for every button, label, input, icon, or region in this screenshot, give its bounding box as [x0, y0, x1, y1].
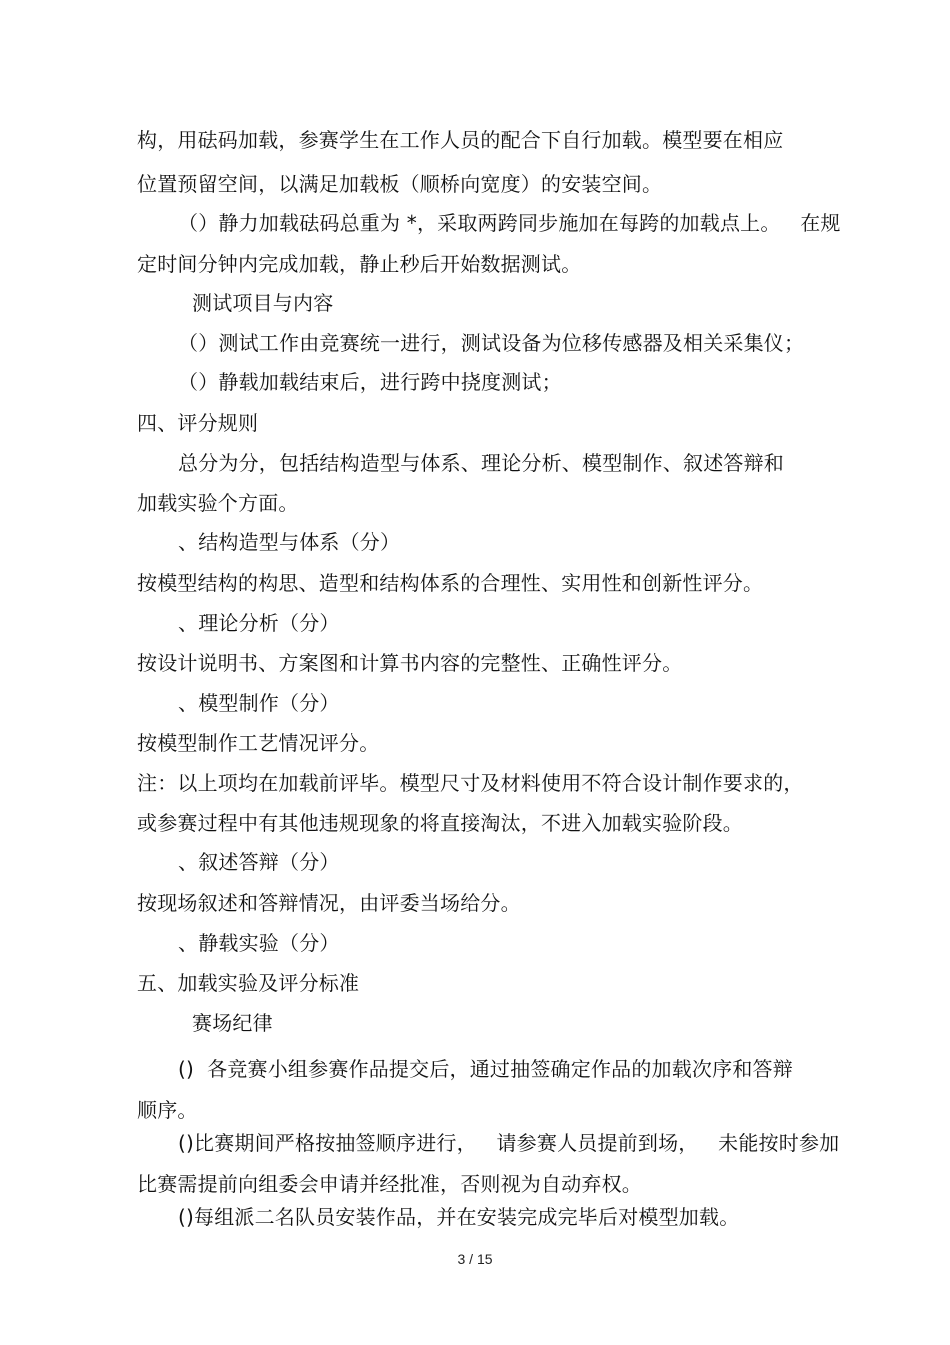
text-line: 按设计说明书、方案图和计算书内容的完整性、正确性评分。: [137, 651, 683, 675]
section-heading: 测试项目与内容: [192, 291, 334, 315]
text-line: ()每组派二名队员安装作品，并在安装完成完毕后对模型加载。: [178, 1205, 740, 1229]
text-line: 总分为分，包括结构造型与体系、理论分析、模型制作、叙述答辩和: [178, 451, 784, 475]
text-line: 定时间分钟内完成加载，静止秒后开始数据测试。: [137, 252, 582, 276]
text-line: 加载实验个方面。: [137, 491, 299, 515]
text-line: 按模型结构的构思、造型和结构体系的合理性、实用性和创新性评分。: [137, 571, 764, 595]
text-line: （）静载加载结束后，进行跨中挠度测试；: [178, 370, 562, 394]
text-line: 构，用砝码加载，参赛学生在工作人员的配合下自行加载。模型要在相应: [137, 128, 784, 152]
note-line: 或参赛过程中有其他违规现象的将直接淘汰，不进入加载实验阶段。: [137, 811, 743, 835]
subsection-heading: 、模型制作（分）: [178, 691, 340, 715]
subsection-heading: 、静载实验（分）: [178, 931, 340, 955]
text-line: 比赛需提前向组委会申请并经批准，否则视为自动弃权。: [137, 1172, 642, 1196]
subsection-heading: 、结构造型与体系（分）: [178, 530, 401, 554]
text-line: 按现场叙述和答辩情况，由评委当场给分。: [137, 891, 521, 915]
text-line: （）测试工作由竞赛统一进行，测试设备为位移传感器及相关采集仪；: [178, 331, 805, 355]
section-heading: 五、加载实验及评分标准: [137, 971, 360, 995]
page-number: 3 / 15: [457, 1251, 493, 1267]
note-line: 注：以上项均在加载前评毕。模型尺寸及材料使用不符合设计制作要求的，: [137, 771, 804, 795]
section-heading: 赛场纪律: [192, 1011, 273, 1035]
subsection-heading: 、叙述答辩（分）: [178, 850, 340, 874]
text-line: 顺序。: [137, 1098, 198, 1122]
section-heading: 四、评分规则: [137, 411, 259, 435]
text-line: () 各竞赛小组参赛作品提交后，通过抽签确定作品的加载次序和答辩: [178, 1057, 793, 1081]
text-line: ()比赛期间严格按抽签顺序进行， 请参赛人员提前到场， 未能按时参加: [178, 1131, 840, 1155]
subsection-heading: 、理论分析（分）: [178, 611, 340, 635]
text-line: （）静力加载砝码总重为 *，采取两跨同步施加在每跨的加载点上。 在规: [178, 211, 841, 235]
text-line: 按模型制作工艺情况评分。: [137, 731, 380, 755]
text-line: 位置预留空间，以满足加载板（顺桥向宽度）的安装空间。: [137, 172, 663, 196]
